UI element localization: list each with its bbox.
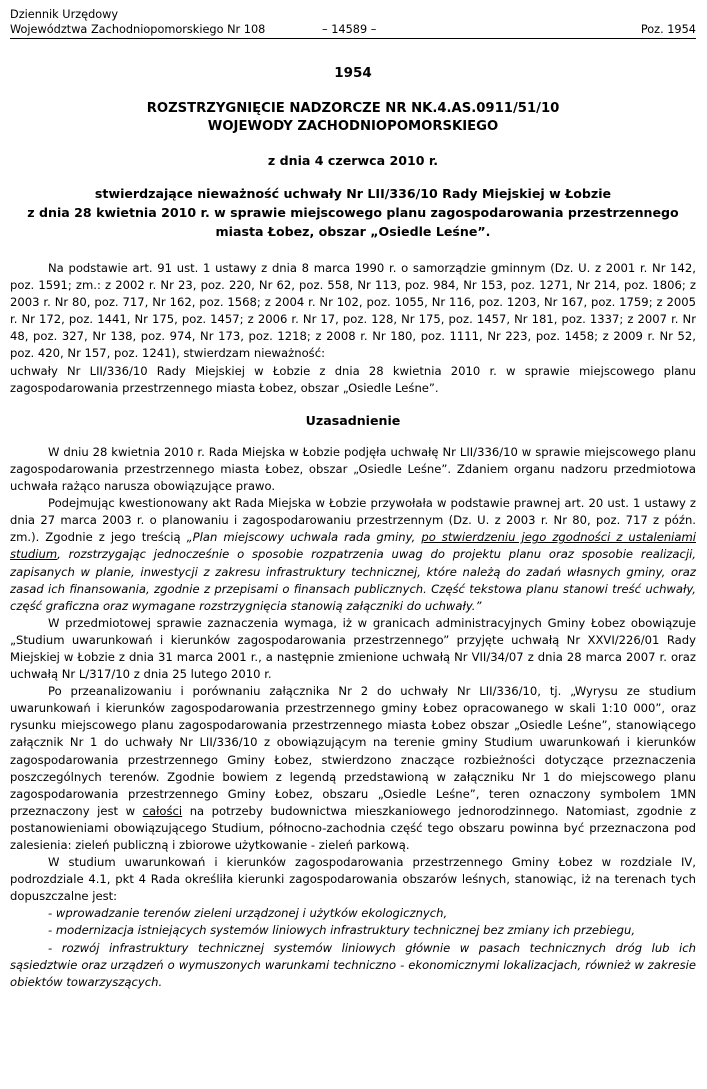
subject-line-2: z dnia 28 kwietnia 2010 r. w sprawie miejscowego planu zagospodarowania przestrzennego xyxy=(27,205,679,220)
title-line-1: ROZSTRZYGNIĘCIE NADZORCZE NR NK.4.AS.0911/51/10 xyxy=(146,101,560,116)
position-number: Poz. 1954 xyxy=(640,23,696,36)
decision-paragraph: uchwały Nr LII/336/10 Rady Miejskiej w Łobzie z dnia 28 kwietnia 2010 r. w sprawie miejscowego planu zagospodarowania przestrzennego miasta Łobez, obszar „Osiedle Leśne”. xyxy=(10,363,696,395)
list-item-3: - rozwój infrastruktury technicznej systemów liniowych głównie w pasach technicznych dróg lub ich sąsiedztwie oraz urządzeń o wymuszonych warunkami techniczno - ekonomicznymi lokalizacjach, również w zakresie obiektów towarzyszących. xyxy=(10,940,696,989)
list-item-1: - wprowadzanie terenów zieleni urządzonej i użytków ekologicznych, xyxy=(48,906,448,921)
document-date: z dnia 4 czerwca 2010 r. xyxy=(267,153,439,168)
page-number: – 14589 – xyxy=(322,23,377,36)
document-page xyxy=(10,8,696,991)
subject-line-3: miasta Łobez, obszar „Osiedle Leśne”. xyxy=(215,224,491,239)
running-header xyxy=(10,8,696,39)
act-number: 1954 xyxy=(334,65,372,81)
justification-paragraph-2 xyxy=(10,495,696,615)
justification-heading: Uzasadnienie xyxy=(305,412,401,428)
paragraph-4-rest: na potrzeby budownictwa mieszkaniowego jednorodzinnego. Natomiast, zgodnie z postanowieniami obowiązującego Studium, północno-zachodnia część tego obszaru powinna być przeznaczona pod zalesienia: zieleń publiczną i zbiorowe użytkowanie - zieleń parkową. xyxy=(10,803,696,852)
justification-paragraph-3: W przedmiotowej sprawie zaznaczenia wymaga, iż w granicach administracyjnych Gminy Łobez obowiązuje „Studium uwarunkowań i kierunków zagospodarowania przestrzennego” przyjęte uchwałą Nr XXVI/226/01 Rady Miejskiej w Łobzie z dnia 31 marca 2001 r., a następnie zmienione uchwałą Nr VII/34/07 z dnia 28 marca 2007 r. oraz uchwałą Nr L/317/10 z dnia 25 lutego 2010 r. xyxy=(10,615,696,682)
statute-quote-underlined: po stwierdzeniu jego zgodności z ustaleniami studium xyxy=(10,530,697,562)
journal-issue: Województwa Zachodniopomorskiego Nr 108 xyxy=(10,23,266,36)
document-title xyxy=(10,100,696,136)
statute-quote-start: „Plan miejscowy uchwala rada gminy, xyxy=(186,530,416,545)
statute-quote-rest: , rozstrzygając jednocześnie o sposobie rozpatrzenia uwag do projektu planu oraz sposobie realizacji, zapisanych w planie, inwestycji z zakresu infrastruktury technicznej, które należą do zadań własnych gminy, oraz zasad ich finansowania, zgodnie z przepisami o finansach publicznych. Część tekstowa planu stanowi treść uchwały, część graficzna oraz wymagane rozstrzygnięcia stanowią załączniki do uchwały.” xyxy=(10,547,696,613)
justification-paragraph-4 xyxy=(10,683,696,854)
list-item-2: - modernizacja istniejących systemów liniowych infrastruktury technicznej bez zmiany ich przebiegu, xyxy=(48,923,636,938)
journal-name: Dziennik Urzędowy xyxy=(10,8,119,21)
document-body xyxy=(10,260,696,991)
paragraph-4-text: Po przeanalizowaniu i porównaniu załącznika Nr 2 do uchwały Nr LII/336/10, tj. „Wyrysu ze studium uwarunkowań i kierunków zagospodarowania przestrzennego gminy Łobez opracowanego w skali 1:10 000”, oraz rysunku miejscowego planu zagospodarowania przestrzennego miasta Łobez obszar „Osiedle Leśne”, stanowiącego załącznik Nr 1 do uchwały Nr LII/336/10 z obowiązującym na terenie gminy Studium uwarunkowań i kierunków zagospodarowania przestrzennego Gminy Łobez, stwierdzono znaczące rozbieżności dotyczące przeznaczenia poszczególnych terenów. Zgodnie bowiem z legendą przedstawioną w załączniku Nr 1 do miejscowego planu zagospodarowania przestrzennego Gminy Łobez, obszaru „Osiedle Leśne”, teren oznaczony symbolem 1MN przeznaczony jest w xyxy=(10,684,696,818)
subject-line-1: stwierdzające nieważność uchwały Nr LII/336/10 Rady Miejskiej w Łobzie xyxy=(94,186,612,201)
document-subject xyxy=(10,184,696,241)
underlined-word: całości xyxy=(142,803,183,818)
title-line-2: WOJEWODY ZACHODNIOPOMORSKIEGO xyxy=(207,119,499,134)
justification-paragraph-5: W studium uwarunkowań i kierunków zagospodarowania przestrzennego Gminy Łobez w rozdziale IV, podrozdziale 4.1, pkt 4 Rada określiła kierunki zagospodarowania obszarów leśnych, stanowiąc, iż na terenach tych dopuszczalne jest: xyxy=(10,855,696,904)
paragraph-2-text: Podejmując kwestionowany akt Rada Miejska w Łobzie przywołała w podstawie prawnej art. 20 ust. 1 ustawy z dnia 27 marca 2003 r. o planowaniu i zagospodarowaniu przestrzennym (Dz. U. z 2003 r. Nr 80, poz. 717 z późn. zm.). Zgodnie z jego treścią xyxy=(10,496,696,545)
legal-basis-paragraph: Na podstawie art. 91 ust. 1 ustawy z dnia 8 marca 1990 r. o samorządzie gminnym (Dz. U. z 2001 r. Nr 142, poz. 1591; zm.: z 2002 r. Nr 23, poz. 220, Nr 62, poz. 558, Nr 113, poz. 984, Nr 153, poz. 1271, Nr 214, poz. 1806; z 2003 r. Nr 80, poz. 717, Nr 162, poz. 1568; z 2004 r. Nr 102, poz. 1055, Nr 116, poz. 1203, Nr 167, poz. 1759; z 2005 r. Nr 172, poz. 1441, Nr 175, poz. 1457; z 2006 r. Nr 17, poz. 128, Nr 175, poz. 1457, Nr 181, poz. 1337; z 2007 r. Nr 48, poz. 327, Nr 138, poz. 974, Nr 173, poz. 1218; z 2008 r. Nr 180, poz. 1111, Nr 223, poz. 1458; z 2009 r. Nr 52, poz. 420, Nr 157, poz. 1241), stwierdzam nieważność: xyxy=(10,261,696,361)
justification-paragraph-1: W dniu 28 kwietnia 2010 r. Rada Miejska w Łobzie podjęła uchwałę Nr LII/336/10 w sprawie miejscowego planu zagospodarowania przestrzennego miasta Łobez, obszar „Osiedle Leśne”. Zdaniem organu nadzoru przedmiotowa uchwała rażąco narusza obowiązujące prawo. xyxy=(10,444,696,494)
